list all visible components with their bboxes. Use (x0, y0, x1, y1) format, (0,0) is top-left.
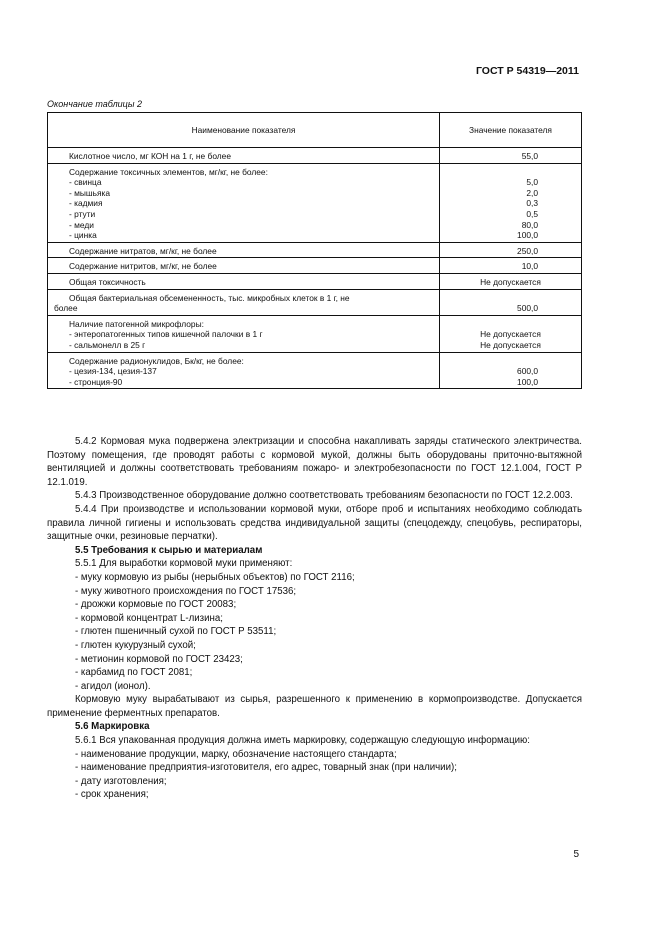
indicator-name (48, 163, 440, 242)
value-number: 250,0 (517, 245, 538, 256)
indicator-line: Кислотное число, мг КОН на 1 г, не более (69, 151, 231, 161)
table-row (48, 258, 582, 274)
indicator-value (440, 315, 582, 352)
list-item: - агидол (ионол). (75, 680, 151, 692)
list-item: - кормовой концентрат L-лизина; (75, 612, 223, 624)
value-number: 500,0 (517, 303, 538, 314)
indicator-line: - свинца (69, 177, 102, 188)
table-caption: Окончание таблицы 2 (47, 99, 142, 109)
column-header-name: Наименование показателя (48, 113, 440, 148)
indicator-name (48, 315, 440, 352)
paragraph: 5.4.3 Производственное оборудование должно соответствовать требованиям безопасности по ГОСТ 12.2.003. (75, 490, 573, 502)
table-row (48, 273, 582, 289)
document-number: ГОСТ Р 54319—2011 (475, 65, 579, 77)
table-row (48, 148, 582, 164)
indicator-name (48, 273, 440, 289)
page-number: 5 (573, 849, 579, 860)
indicator-line: - кадмия (69, 198, 103, 209)
table-row (48, 352, 582, 389)
value-number: 100,0 (517, 376, 538, 387)
indicator-line: Содержание нитритов, мг/кг, не более (69, 261, 217, 272)
value-text: Не допускается (480, 329, 541, 340)
indicators-table (47, 112, 582, 389)
table-row (48, 315, 582, 352)
indicator-name (48, 242, 440, 258)
indicator-name (48, 148, 440, 164)
value-number: 100,0 (517, 230, 538, 241)
indicator-line: - сальмонелл в 25 г (69, 339, 146, 350)
body-text (47, 435, 582, 802)
indicator-value (440, 352, 582, 389)
value-text (440, 319, 581, 330)
indicator-line: - мышьяка (69, 187, 111, 198)
indicator-value (440, 242, 582, 258)
list-item: - дрожжи кормовые по ГОСТ 20083; (75, 599, 237, 611)
list-item: - глютен кукурузный сухой; (75, 639, 196, 651)
indicator-line: Содержание нитратов, мг/кг, не более (69, 245, 217, 256)
table-header-row (48, 113, 582, 148)
list-item: - наименование предприятия-изготовителя, его адрес, товарный знак (при наличии); (75, 762, 457, 774)
table-row (48, 163, 582, 242)
indicator-line: - цинка (69, 230, 97, 241)
paragraph: 5.5.1 Для выработки кормовой муки применяют: (75, 558, 293, 570)
value-number: 55,0 (521, 151, 538, 161)
list-item: - дату изготовления; (75, 775, 167, 787)
value-number: 600,0 (517, 366, 538, 377)
section-heading: 5.5 Требования к сырью и материалам (75, 544, 263, 556)
indicator-line: - меди (69, 219, 94, 230)
paragraph: 5.4.4 При производстве и использовании кормовой муки, отборе проб и испытаниях необходимо соблюдать правила личной гигиены и использовать средства индивидуальной защиты (спецодежду, спецобувь, респираторы, защитные очки, резиновые перчатки). (47, 503, 582, 543)
list-item: - муку кормовую из рыбы (нерыбных объектов) по ГОСТ 2116; (75, 571, 355, 583)
value-number: 5,0 (526, 177, 538, 188)
indicator-value (440, 289, 582, 315)
indicator-line: Содержание радионуклидов, Бк/кг, не более: (69, 355, 244, 366)
value-text: Не допускается (480, 276, 541, 287)
indicator-line: более (54, 303, 78, 314)
indicator-value (440, 148, 582, 164)
value-number: 0,3 (526, 198, 538, 209)
paragraph: Кормовую муку вырабатывают из сырья, разрешенного к применению в кормопроизводстве. Допускается применение ферментных препаратов. (47, 694, 582, 719)
section-heading: 5.6 Маркировка (75, 721, 150, 733)
indicator-line: - ртути (69, 208, 96, 219)
indicator-value (440, 258, 582, 274)
list-item: - срок хранения; (75, 789, 149, 801)
value-number: 80,0 (521, 219, 538, 230)
indicator-value (440, 273, 582, 289)
indicator-line: Общая токсичность (69, 276, 146, 287)
value-number: 10,0 (521, 261, 538, 272)
table-row (48, 242, 582, 258)
paragraph: 5.4.2 Кормовая мука подвержена электризации и способна накапливать заряды статического электричества. Поэтому помещения, где проводят работы с кормовой мукой, должны быть оборудованы приточно-вытяжной вентиляцией и должны соответствовать требованиям пожаро- и электробезопасности по ГОСТ 12.1.004, ГОСТ Р 12.1.019. (47, 436, 582, 488)
indicator-line: Общая бактериальная обсемененность, тыс. микробных клеток в 1 г, не (69, 292, 350, 303)
indicator-line: - стронция-90 (69, 376, 123, 387)
indicator-name (48, 258, 440, 274)
indicator-line: Содержание токсичных элементов, мг/кг, не более: (69, 166, 268, 177)
list-item: - наименование продукции, марку, обозначение настоящего стандарта; (75, 748, 397, 760)
list-item: - муку животного происхождения по ГОСТ 17536; (75, 585, 297, 597)
list-item: - метионин кормовой по ГОСТ 23423; (75, 653, 243, 665)
value-number: 2,0 (526, 187, 538, 198)
value-number: 0,5 (526, 208, 538, 219)
value-text: Не допускается (480, 339, 541, 350)
table-row (48, 289, 582, 315)
indicator-line: Наличие патогенной микрофлоры: (69, 318, 204, 329)
list-item: - карбамид по ГОСТ 2081; (75, 667, 193, 679)
list-item: - глютен пшеничный сухой по ГОСТ Р 53511; (75, 626, 277, 638)
indicator-line: - цезия-134, цезия-137 (69, 366, 157, 377)
indicator-name (48, 289, 440, 315)
indicator-name (48, 352, 440, 389)
indicator-line: - энтеропатогенных типов кишечной палочки в 1 г (69, 329, 263, 340)
paragraph: 5.6.1 Вся упакованная продукция должна иметь маркировку, содержащую следующую информацию: (75, 735, 530, 747)
indicator-value (440, 163, 582, 242)
column-header-value: Значение показателя (440, 113, 582, 148)
